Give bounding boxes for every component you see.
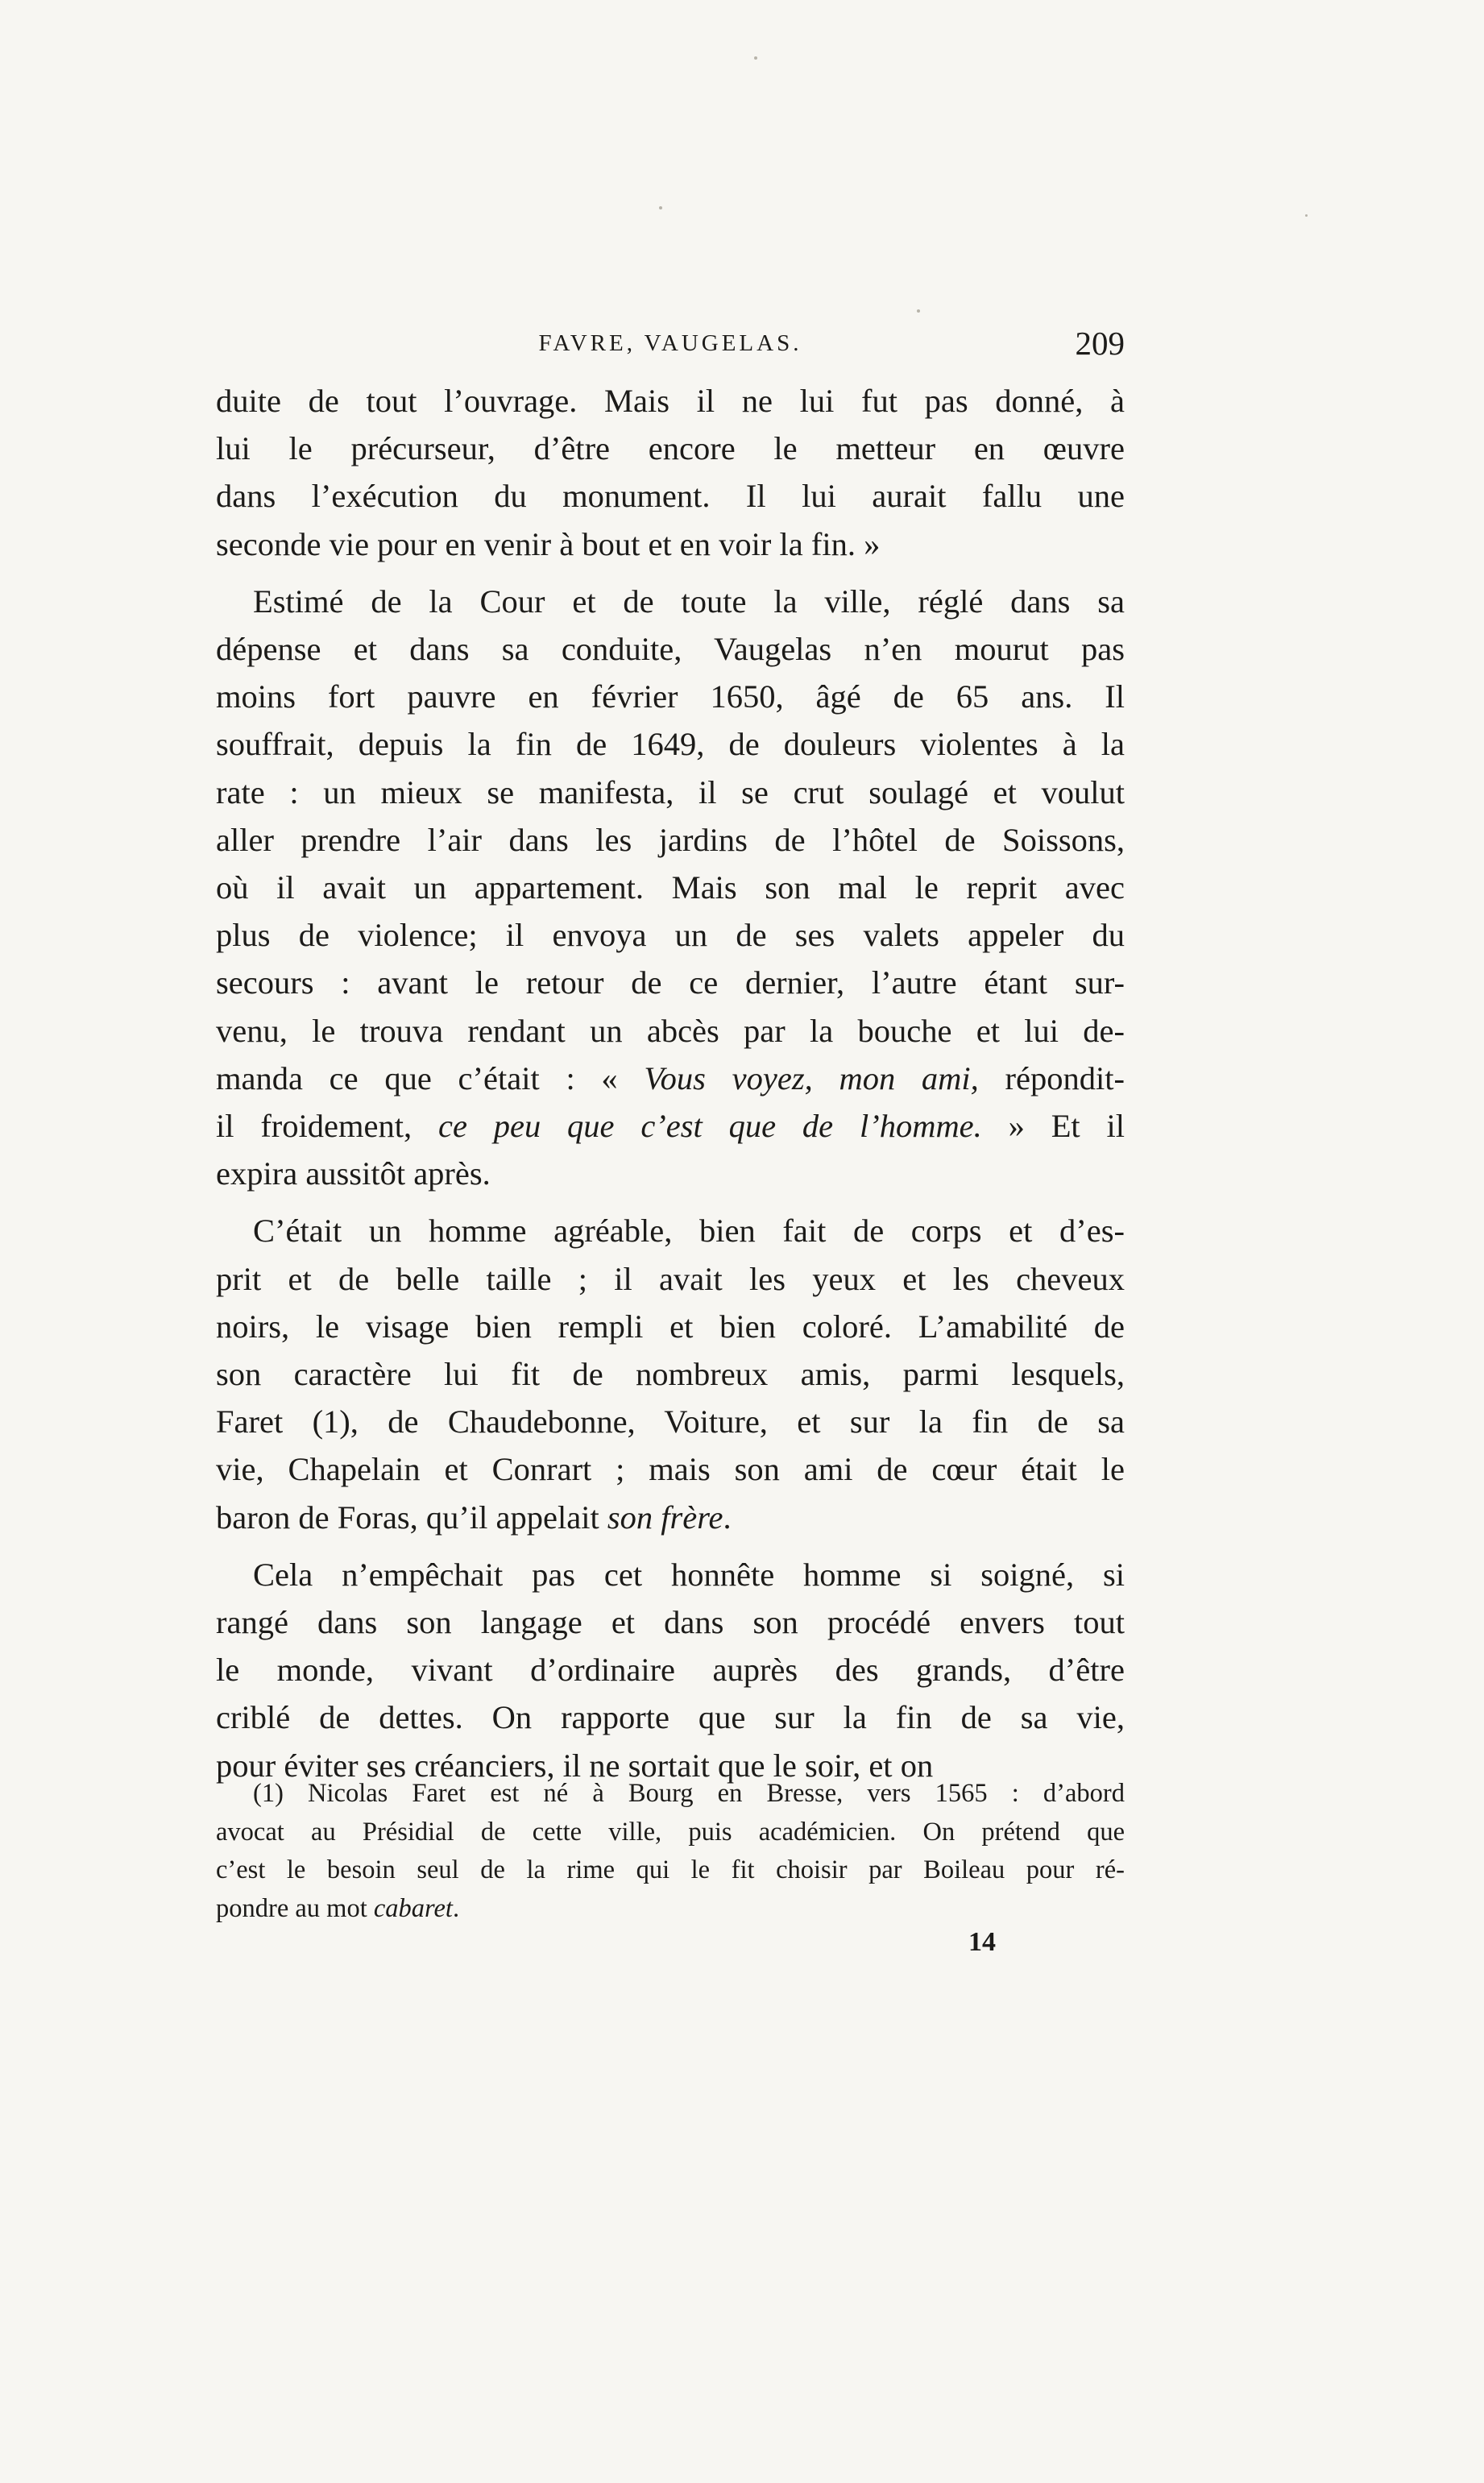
italic-text: cabaret: [373, 1893, 453, 1923]
text-run: vie, Chapelain et Conrart ; mais son ami de cœur était le: [216, 1451, 1125, 1488]
text-run: répondit-: [978, 1059, 1125, 1096]
text-line: [216, 1102, 1125, 1150]
text-line: [216, 1775, 1125, 1814]
running-title: FAVRE, VAUGELAS.: [538, 330, 802, 356]
text-run: pour éviter ses créanciers, il ne sortait que le soir, et on: [216, 1747, 934, 1784]
text-run: manda ce que c’était : «: [216, 1059, 645, 1096]
text-line: [216, 377, 1125, 425]
text-run: rangé dans son langage et dans son procédé envers tout: [216, 1604, 1125, 1641]
body-text: [216, 377, 1125, 1789]
text-line: [216, 1055, 1125, 1102]
italic-text: ce peu que c’est que de l’homme.: [437, 1108, 982, 1145]
text-run: duite de tout l’ouvrage. Mais il ne lui fut pas donné, à: [216, 383, 1125, 419]
text-line: [216, 1350, 1125, 1398]
text-line: [216, 1693, 1125, 1741]
text-line: [216, 864, 1125, 911]
text-run: aller prendre l’air dans les jardins de l’hôtel de Soissons,: [216, 821, 1125, 858]
paragraph: [216, 1207, 1125, 1540]
text-line: [216, 816, 1125, 864]
text-run: Faret (1), de Chaudebonne, Voiture, et sur la fin de sa: [216, 1403, 1125, 1440]
text-line: [216, 1445, 1125, 1493]
text-run: secours : avant le retour de ce dernier, l’autre étant sur-: [216, 964, 1125, 1001]
text-line: [216, 673, 1125, 720]
text-line: [216, 911, 1125, 959]
text-run: il froidement,: [216, 1108, 438, 1145]
page-number: 209: [1075, 325, 1125, 362]
text-run: pondre au mot: [216, 1893, 374, 1923]
text-run: venu, le trouva rendant un abcès par la bouche et lui de-: [216, 1012, 1125, 1049]
text-line: [216, 1890, 1125, 1929]
text-line: [216, 1551, 1125, 1598]
text-line: [216, 1007, 1125, 1055]
paragraph: [216, 377, 1125, 568]
text-line: [216, 520, 1125, 568]
text-line: [216, 1814, 1125, 1852]
italic-text: Vous voyez, mon ami,: [644, 1059, 979, 1096]
text-run: rate : un mieux se manifesta, il se crut soulagé et voulut: [216, 773, 1125, 810]
text-run: plus de violence; il envoya un de ses valets appeler du: [216, 917, 1125, 954]
paper-speck: [1305, 214, 1308, 217]
text-line: [216, 1150, 1125, 1197]
text-run: .: [723, 1499, 732, 1536]
text-line: [216, 1646, 1125, 1693]
paper-speck: [917, 309, 920, 313]
paragraph: [216, 578, 1125, 1198]
paragraph: [216, 1551, 1125, 1789]
text-line: [216, 1303, 1125, 1350]
text-run: souffrait, depuis la fin de 1649, de douleurs violentes à la: [216, 726, 1125, 763]
page-header: [216, 324, 1125, 372]
italic-text: son frère: [607, 1499, 723, 1536]
text-line: [216, 720, 1125, 768]
text-line: [216, 1207, 1125, 1254]
signature-mark: 14: [968, 1927, 996, 1957]
text-run: .: [452, 1893, 460, 1923]
text-run: seconde vie pour en venir à bout et en voir la fin. »: [216, 525, 881, 562]
text-run: (1) Nicolas Faret est né à Bourg en Bresse, vers 1565 : d’abord: [253, 1779, 1125, 1808]
text-line: [216, 769, 1125, 816]
text-run: lui le précurseur, d’être encore le metteur en œuvre: [216, 430, 1125, 467]
text-run: » Et il: [981, 1108, 1125, 1145]
text-run: C’était un homme agréable, bien fait de corps et d’es-: [253, 1212, 1125, 1250]
text-run: criblé de dettes. On rapporte que sur la fin de sa vie,: [216, 1699, 1125, 1736]
text-line: [216, 578, 1125, 625]
footnote: [216, 1775, 1125, 1928]
text-run: prit et de belle taille ; il avait les yeux et les cheveux: [216, 1260, 1125, 1297]
text-run: dépense et dans sa conduite, Vaugelas n’en mourut pas: [216, 631, 1125, 668]
text-line: [216, 1398, 1125, 1445]
text-line: [216, 1851, 1125, 1890]
text-run: moins fort pauvre en février 1650, âgé de 65 ans. Il: [216, 678, 1125, 715]
text-line: [216, 1598, 1125, 1646]
text-line: [216, 472, 1125, 520]
text-line: [216, 625, 1125, 673]
paper-speck: [659, 206, 662, 209]
text-run: son caractère lui fit de nombreux amis, parmi lesquels,: [216, 1356, 1125, 1393]
paper-speck: [754, 56, 757, 60]
text-run: expira aussitôt après.: [216, 1155, 491, 1192]
text-run: le monde, vivant d’ordinaire auprès des grands, d’être: [216, 1652, 1125, 1689]
text-run: Estimé de la Cour et de toute la ville, réglé dans sa: [253, 582, 1125, 620]
text-line: [216, 1255, 1125, 1303]
text-run: dans l’exécution du monument. Il lui aurait fallu une: [216, 478, 1125, 515]
text-run: c’est le besoin seul de la rime qui le fit choisir par Boileau pour ré-: [216, 1855, 1125, 1884]
text-run: avocat au Présidial de cette ville, puis académicien. On prétend que: [216, 1817, 1125, 1847]
text-line: [216, 425, 1125, 472]
text-run: noirs, le visage bien rempli et bien coloré. L’amabilité de: [216, 1308, 1125, 1345]
text-run: Cela n’empêchait pas cet honnête homme si soigné, si: [253, 1556, 1125, 1593]
text-run: baron de Foras, qu’il appelait: [216, 1499, 607, 1536]
text-line: [216, 959, 1125, 1006]
text-run: où il avait un appartement. Mais son mal le reprit avec: [216, 869, 1125, 906]
text-line: [216, 1494, 1125, 1541]
